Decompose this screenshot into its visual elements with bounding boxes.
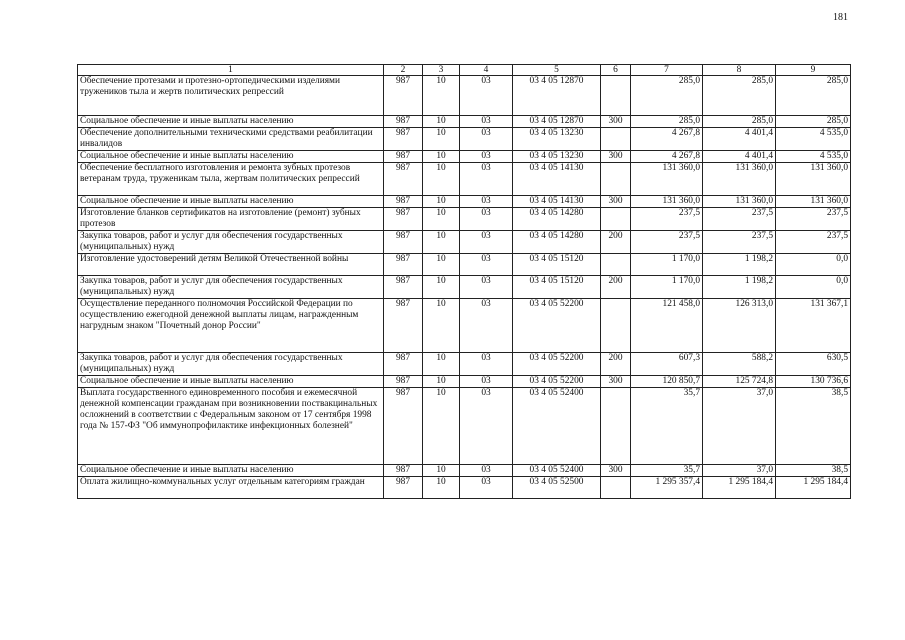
row-value-8: 285,0 [703,76,776,116]
row-code: 03 4 05 52400 [513,388,601,465]
table-row [78,376,851,388]
row-col-2: 987 [384,353,423,376]
row-value-9: 131 360,0 [776,196,851,208]
table-row [78,231,851,254]
row-value-7: 237,5 [631,231,703,254]
row-value-7: 121 458,0 [631,299,703,353]
row-name: Изготовление удостоверений детям Великой Отечественной войны [78,254,384,276]
row-value-8: 237,5 [703,231,776,254]
row-value-7: 4 267,8 [631,128,703,151]
row-value-8: 1 198,2 [703,276,776,299]
row-value-9: 131 360,0 [776,163,851,196]
row-col-3: 10 [423,388,460,465]
row-col-2: 987 [384,276,423,299]
row-value-7: 35,7 [631,388,703,465]
col-header-4: 4 [460,65,513,76]
row-name: Закупка товаров, работ и услуг для обеспечения государственных (муниципальных) нужд [78,276,384,299]
row-value-9: 4 535,0 [776,151,851,163]
row-col-3: 10 [423,208,460,231]
row-code: 03 4 05 52200 [513,299,601,353]
page-number: 181 [833,12,848,23]
row-code: 03 4 05 52400 [513,465,601,477]
row-value-9: 237,5 [776,231,851,254]
budget-table [77,64,851,499]
table-row [78,477,851,499]
row-col-2: 987 [384,465,423,477]
row-col-4: 03 [460,151,513,163]
row-code: 03 4 05 14130 [513,163,601,196]
row-value-7: 237,5 [631,208,703,231]
row-value-8: 4 401,4 [703,128,776,151]
row-col-3: 10 [423,353,460,376]
row-col-6 [601,76,631,116]
row-value-8: 1 295 184,4 [703,477,776,499]
col-header-5: 5 [513,65,601,76]
row-value-7: 607,3 [631,353,703,376]
table-row [78,353,851,376]
row-value-7: 120 850,7 [631,376,703,388]
row-col-2: 987 [384,376,423,388]
row-col-4: 03 [460,376,513,388]
col-header-9: 9 [776,65,851,76]
row-name: Обеспечение бесплатного изготовления и ремонта зубных протезов ветеранам труда, труженикам тыла, жертвам политических репрессий [78,163,384,196]
row-col-3: 10 [423,299,460,353]
col-header-1: 1 [78,65,384,76]
row-col-6: 300 [601,465,631,477]
row-value-7: 131 360,0 [631,163,703,196]
row-name: Выплата государственного единовременного пособия и ежемесячной денежной компенсации гражданам при возникновении поствакцинальных осложнений в соответствии с Федеральным законом от 17 сентября 1998 года № 157-ФЗ "Об иммунопрофилактике инфекционных болезней" [78,388,384,465]
row-col-2: 987 [384,388,423,465]
row-col-3: 10 [423,196,460,208]
row-name: Социальное обеспечение и иные выплаты населению [78,376,384,388]
row-name: Социальное обеспечение и иные выплаты населению [78,196,384,208]
row-value-8: 125 724,8 [703,376,776,388]
table-row [78,163,851,196]
row-value-7: 131 360,0 [631,196,703,208]
row-col-6: 300 [601,376,631,388]
row-value-9: 131 367,1 [776,299,851,353]
table-row [78,208,851,231]
table-row [78,76,851,116]
row-value-9: 630,5 [776,353,851,376]
row-col-6: 200 [601,231,631,254]
row-col-2: 987 [384,231,423,254]
row-value-8: 1 198,2 [703,254,776,276]
row-col-2: 987 [384,76,423,116]
table-row [78,116,851,128]
row-col-4: 03 [460,116,513,128]
row-col-3: 10 [423,76,460,116]
row-col-2: 987 [384,128,423,151]
col-header-2: 2 [384,65,423,76]
row-name: Социальное обеспечение и иные выплаты населению [78,465,384,477]
row-code: 03 4 05 52200 [513,376,601,388]
table-row [78,299,851,353]
table-row [78,151,851,163]
row-value-9: 38,5 [776,388,851,465]
row-col-4: 03 [460,128,513,151]
row-code: 03 4 05 12870 [513,116,601,128]
row-value-9: 4 535,0 [776,128,851,151]
row-col-6 [601,388,631,465]
row-col-2: 987 [384,477,423,499]
row-col-3: 10 [423,465,460,477]
row-col-4: 03 [460,76,513,116]
row-value-8: 285,0 [703,116,776,128]
row-col-2: 987 [384,196,423,208]
row-col-4: 03 [460,196,513,208]
row-col-2: 987 [384,151,423,163]
row-col-6 [601,163,631,196]
row-value-8: 131 360,0 [703,196,776,208]
table-row [78,196,851,208]
row-value-7: 285,0 [631,76,703,116]
row-value-8: 37,0 [703,465,776,477]
row-code: 03 4 05 14280 [513,208,601,231]
row-value-7: 1 295 357,4 [631,477,703,499]
row-col-4: 03 [460,276,513,299]
row-col-3: 10 [423,151,460,163]
row-col-2: 987 [384,208,423,231]
row-col-4: 03 [460,208,513,231]
row-value-8: 131 360,0 [703,163,776,196]
row-col-3: 10 [423,376,460,388]
row-col-3: 10 [423,254,460,276]
row-col-4: 03 [460,388,513,465]
table-row [78,388,851,465]
row-value-9: 237,5 [776,208,851,231]
row-col-4: 03 [460,299,513,353]
row-col-6 [601,299,631,353]
row-code: 03 4 05 14280 [513,231,601,254]
row-col-3: 10 [423,163,460,196]
row-value-8: 4 401,4 [703,151,776,163]
row-value-9: 1 295 184,4 [776,477,851,499]
row-code: 03 4 05 14130 [513,196,601,208]
row-col-4: 03 [460,465,513,477]
table-row [78,128,851,151]
row-name: Обеспечение дополнительными техническими средствами реабилитации инвалидов [78,128,384,151]
row-value-9: 0,0 [776,254,851,276]
row-col-2: 987 [384,299,423,353]
row-col-6: 200 [601,276,631,299]
row-col-4: 03 [460,231,513,254]
row-col-3: 10 [423,116,460,128]
row-value-9: 38,5 [776,465,851,477]
row-value-9: 285,0 [776,76,851,116]
row-name: Обеспечение протезами и протезно-ортопедическими изделиями тружеников тыла и жертв политических репрессий [78,76,384,116]
row-col-6 [601,477,631,499]
table-row [78,254,851,276]
row-col-6: 300 [601,116,631,128]
row-name: Осуществление переданного полномочия Российской Федерации по осуществлению ежегодной денежной выплаты лицам, награжденным нагрудным знаком "Почетный донор России" [78,299,384,353]
row-value-9: 285,0 [776,116,851,128]
row-code: 03 4 05 15120 [513,276,601,299]
row-col-6 [601,208,631,231]
col-header-3: 3 [423,65,460,76]
row-col-4: 03 [460,254,513,276]
col-header-7: 7 [631,65,703,76]
col-header-8: 8 [703,65,776,76]
row-col-3: 10 [423,231,460,254]
row-code: 03 4 05 13230 [513,128,601,151]
row-value-7: 35,7 [631,465,703,477]
row-col-6: 200 [601,353,631,376]
row-name: Закупка товаров, работ и услуг для обеспечения государственных (муниципальных) нужд [78,353,384,376]
row-name: Социальное обеспечение и иные выплаты населению [78,151,384,163]
row-code: 03 4 05 52200 [513,353,601,376]
row-value-7: 1 170,0 [631,254,703,276]
row-value-8: 237,5 [703,208,776,231]
row-value-7: 1 170,0 [631,276,703,299]
table-body [78,76,851,499]
row-value-9: 0,0 [776,276,851,299]
row-value-8: 37,0 [703,388,776,465]
row-name: Закупка товаров, работ и услуг для обеспечения государственных (муниципальных) нужд [78,231,384,254]
row-col-6 [601,128,631,151]
row-col-4: 03 [460,353,513,376]
row-code: 03 4 05 52500 [513,477,601,499]
row-col-2: 987 [384,254,423,276]
table-row [78,276,851,299]
row-col-3: 10 [423,276,460,299]
row-name: Социальное обеспечение и иные выплаты населению [78,116,384,128]
row-col-6: 300 [601,196,631,208]
row-code: 03 4 05 12870 [513,76,601,116]
row-code: 03 4 05 13230 [513,151,601,163]
row-value-7: 4 267,8 [631,151,703,163]
row-col-3: 10 [423,477,460,499]
row-name: Оплата жилищно-коммунальных услуг отдельным категориям граждан [78,477,384,499]
header-row [78,65,851,76]
row-code: 03 4 05 15120 [513,254,601,276]
row-value-7: 285,0 [631,116,703,128]
row-col-6 [601,254,631,276]
row-value-9: 130 736,6 [776,376,851,388]
row-col-2: 987 [384,163,423,196]
row-col-4: 03 [460,477,513,499]
row-name: Изготовление бланков сертификатов на изготовление (ремонт) зубных протезов [78,208,384,231]
row-col-3: 10 [423,128,460,151]
row-value-8: 588,2 [703,353,776,376]
table-row [78,465,851,477]
row-col-4: 03 [460,163,513,196]
col-header-6: 6 [601,65,631,76]
row-col-6: 300 [601,151,631,163]
row-value-8: 126 313,0 [703,299,776,353]
row-col-2: 987 [384,116,423,128]
